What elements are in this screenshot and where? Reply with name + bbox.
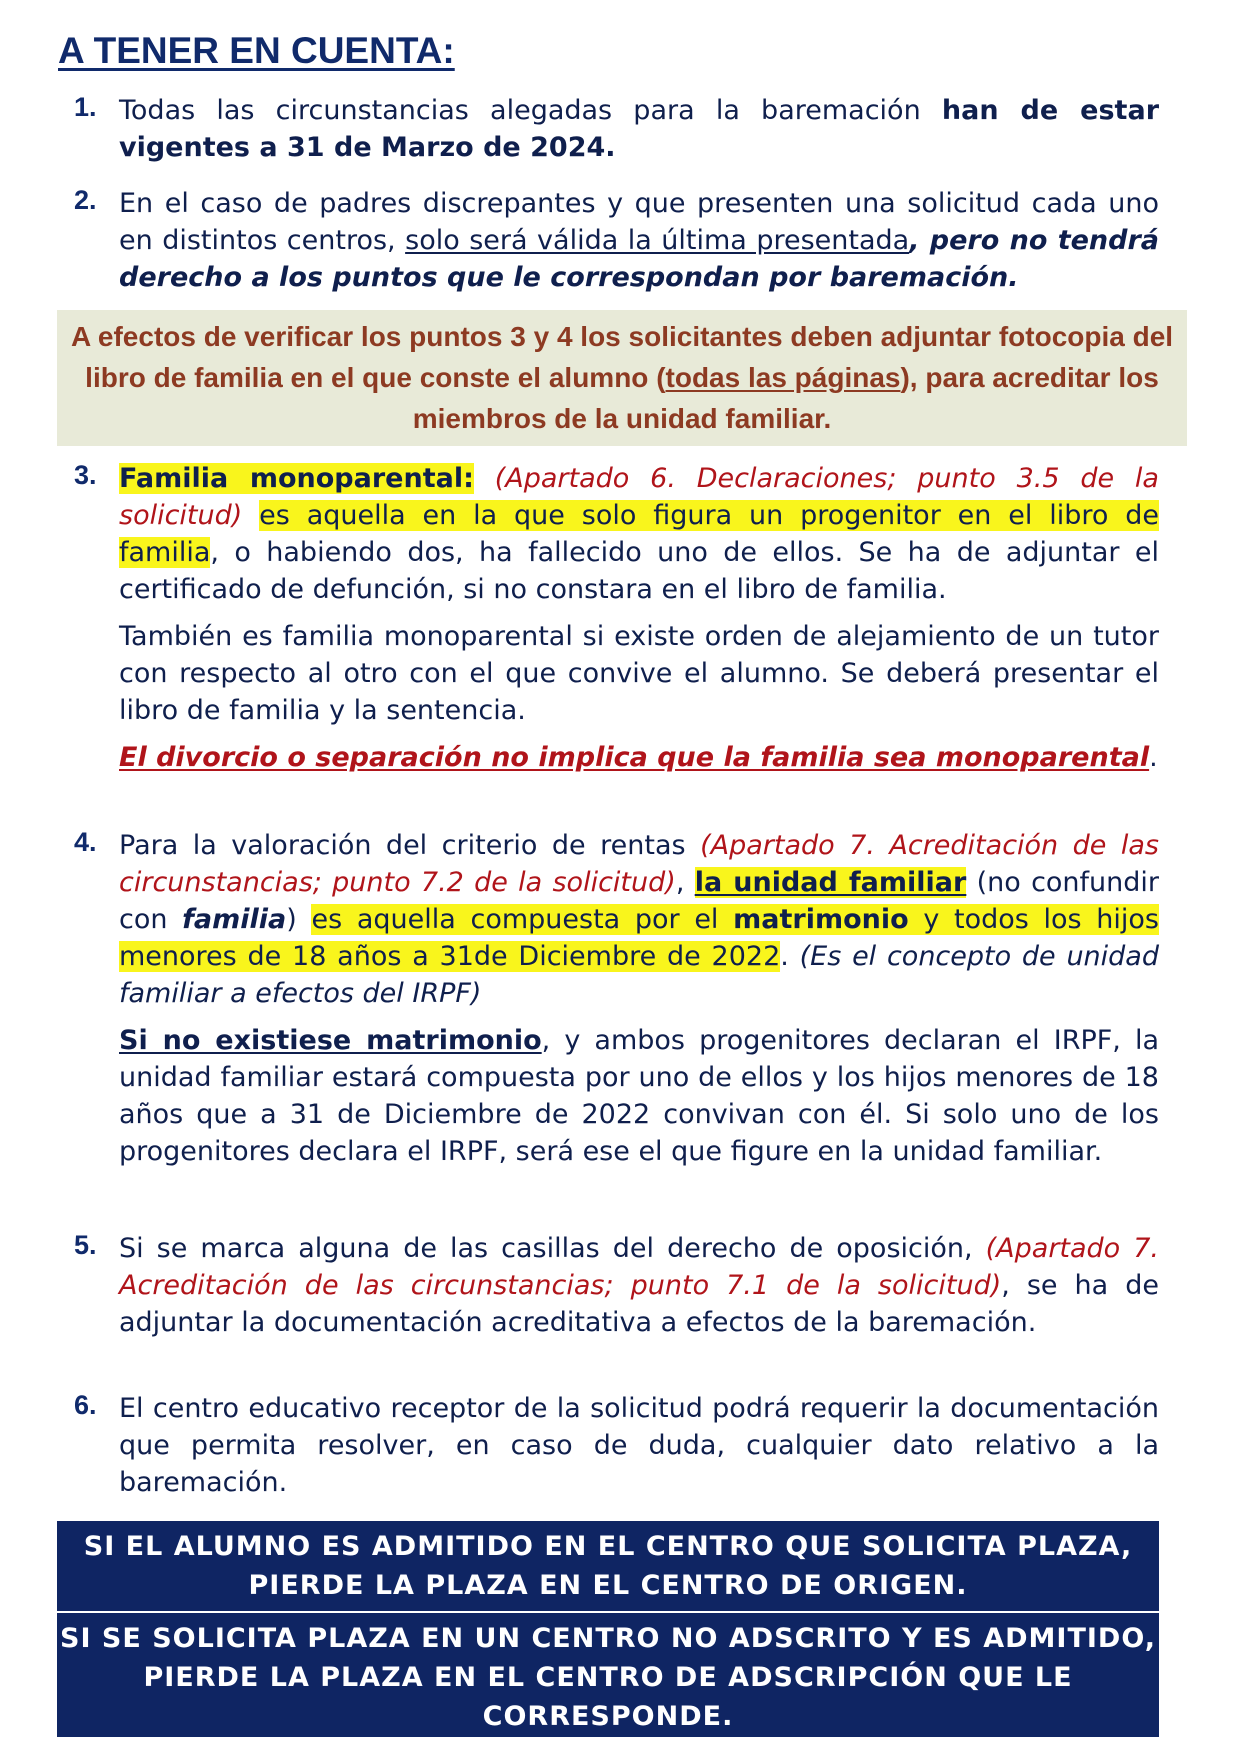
- list-item-3: [74, 460, 1159, 776]
- item-number: 6.: [74, 1390, 97, 1420]
- item-highlight: es aquella en la que solo figura un progenitor en el libro de familia: [119, 500, 1159, 568]
- banner-line-1: SI EL ALUMNO ES ADMITIDO EN EL CENTRO QUE SOLICITA PLAZA, PIERDE LA PLAZA EN EL CENTRO DE ORIGEN.: [83, 1531, 1133, 1601]
- item-text: El centro educativo receptor de la solicitud podrá requerir la documentación que permita resolver, en caso de duda, cualquier dato relativo a la baremación.: [119, 1393, 1159, 1498]
- item-reference: (Apartado 7. Acreditación de las circunstancias; punto 7.1 de la solicitud): [119, 1233, 1160, 1301]
- item-number: 4.: [74, 827, 97, 857]
- item-text: Familia monoparental: (Apartado 6. Declaraciones; punto 3.5 de la solicitud) es aquella en la que solo figura un progenitor en el libro de familia, o habiendo dos, ha fallecido uno de ellos. Se ha de adjuntar el certificado de defunción, si no constara en el libro de familia.: [119, 463, 1159, 605]
- item-number: 1.: [74, 92, 97, 122]
- item-reference: (Apartado 7. Acreditación de las circunstancias; punto 7.2 de la solicitud): [119, 830, 1160, 898]
- item-underlined: solo será válida la última presentada: [405, 225, 910, 256]
- notice-box: A efectos de verificar los puntos 3 y 4 los solicitantes deben adjuntar fotocopia del libro de familia en el que conste el alumno (todas las páginas), para acreditar los miembros de la unidad familiar.: [57, 310, 1187, 446]
- item-heading: la unidad familiar: [694, 867, 967, 898]
- item-number: 3.: [74, 460, 97, 490]
- banner-divider: [57, 1611, 1159, 1613]
- item-text: Todas las circunstancias alegadas para la baremación han de estar vigentes a 31 de Marzo de 2024.: [119, 95, 1160, 163]
- list-item-6: [74, 1390, 1159, 1501]
- item-text: En el caso de padres discrepantes y que presenten una solicitud cada uno en distintos centros, solo será válida la última presentada, pero no tendrá derecho a los puntos que le correspondan por baremación.: [119, 188, 1159, 293]
- item-number: 5.: [74, 1230, 97, 1260]
- notice-underlined: todas las páginas: [665, 362, 901, 393]
- item-text: Si se marca alguna de las casillas del derecho de oposición, (Apartado 7. Acreditación de las circunstancias; punto 7.1 de la solicitud), se ha de adjuntar la documentación acreditativa a efectos de la baremación.: [119, 1233, 1160, 1338]
- page-title: A TENER EN CUENTA:: [58, 30, 455, 71]
- warning-banner: [57, 1521, 1159, 1737]
- item-warning: El divorcio o separación no implica que la familia sea monoparental.: [119, 742, 1158, 773]
- item-heading: Familia monoparental:: [119, 463, 474, 494]
- item-emphasis: han de estar vigentes a 31 de Marzo de 2024.: [119, 95, 1160, 163]
- item-paragraph: También es familia monoparental si existe orden de alejamiento de un tutor con respecto al otro con el que convive el alumno. Se deberá presentar el libro de familia y la sentencia.: [119, 621, 1159, 726]
- item-paragraph: Si no existiese matrimonio, y ambos progenitores declaran el IRPF, la unidad familiar estará compuesta por uno de ellos y los hijos menores de 18 años que a 31 de Diciembre de 2022 convivan con él. Si solo uno de los progenitores declara el IRPF, será ese el que figure en la unidad familiar.: [119, 1025, 1159, 1167]
- item-emphasis: , pero no tendrá derecho a los puntos que le correspondan por baremación.: [119, 225, 1159, 293]
- list-item-2: [74, 185, 1159, 296]
- banner-line-2: SI SE SOLICITA PLAZA EN UN CENTRO NO ADSCRITO Y ES ADMITIDO, PIERDE LA PLAZA EN EL CENTRO DE ADSCRIPCIÓN QUE LE CORRESPONDE.: [60, 1623, 1156, 1732]
- item-reference: (Apartado 6. Declaraciones; punto 3.5 de la solicitud): [119, 463, 1159, 531]
- list-item-1: [74, 92, 1159, 166]
- list-item-4: [74, 827, 1159, 1170]
- item-text: Para la valoración del criterio de rentas (Apartado 7. Acreditación de las circunstancias; punto 7.2 de la solicitud), la unidad familiar (no confundir con familia) es aquella compuesta por el matrimonio y todos los hijos menores de 18 años a 31de Diciembre de 2022. (Es el concepto de unidad familiar a efectos del IRPF): [119, 830, 1160, 1009]
- list-item-5: [74, 1230, 1159, 1341]
- item-number: 2.: [74, 185, 97, 215]
